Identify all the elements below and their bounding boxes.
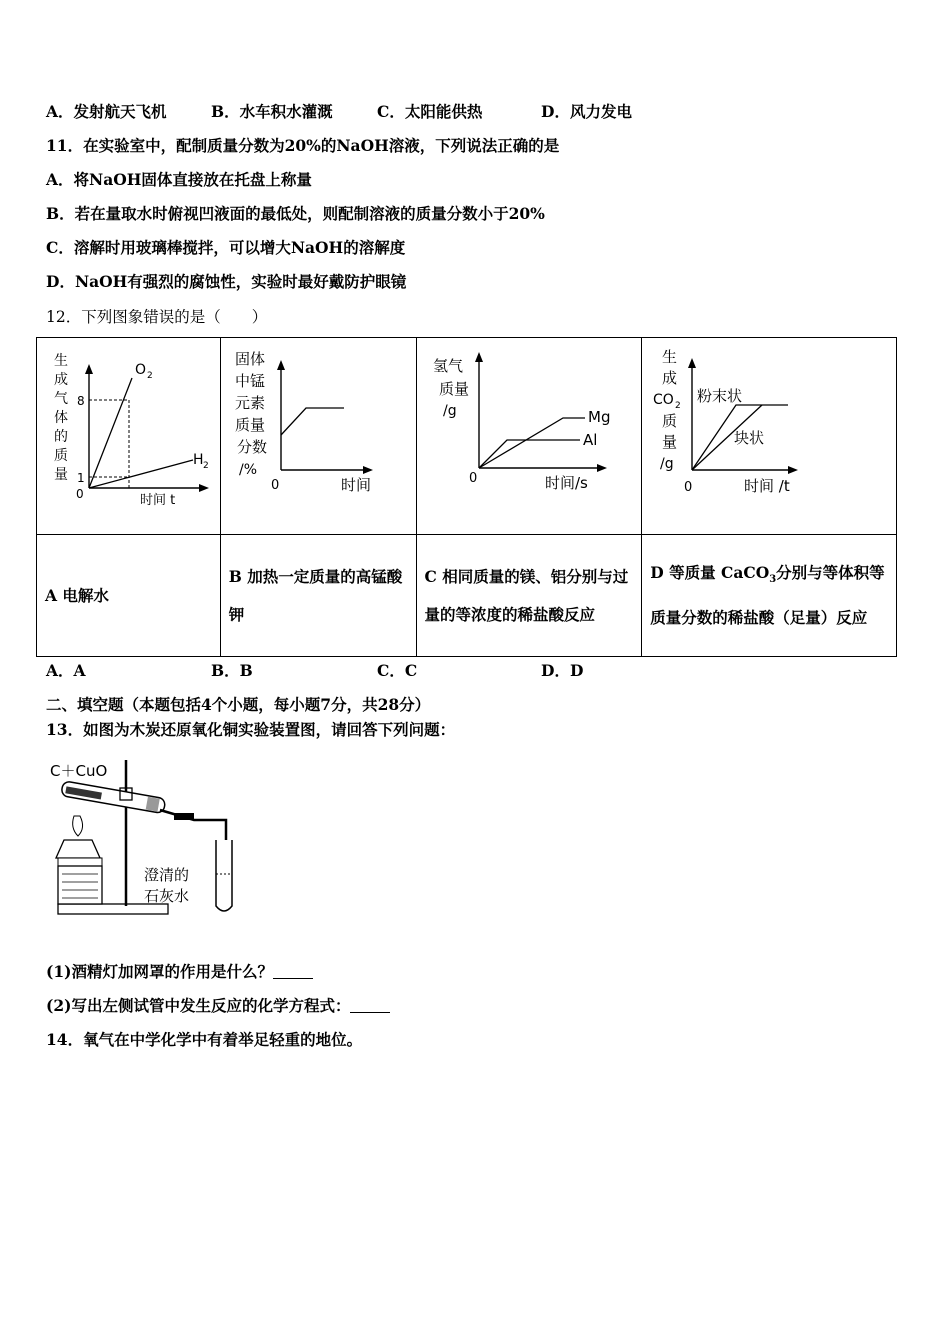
fig-a-x-arrow [199,484,209,492]
fig-d-ylabel-1: 成 [662,369,678,387]
q11-option-a: A．将NaOH固体直接放在托盘上称量 [46,170,312,189]
q13-sub2: (2)写出左侧试管中发生反应的化学方程式： [46,996,390,1016]
section-2-heading: 二、填空题（本题包括4个小题，每小题7分，共28分） [46,695,431,714]
fig-d-ylabel-0: 生 [662,348,678,366]
fig-d-xlabel: 时间 /t [744,477,790,495]
fig-d-ylabel-2: 质 [662,412,678,430]
fig-c-al-line [479,440,580,468]
fig-a-h2-label: H [193,452,204,468]
fig-c-mg-line [479,418,585,468]
fig-c-ylabel-2: /g [442,403,457,419]
figure-c-mg-al [417,338,643,534]
q10-option-d: D．风力发电 [541,102,632,121]
fig-d-powder-label: 粉末状 [697,387,743,405]
figure-d-cell [642,338,897,535]
fig-a-h2-line [89,460,193,488]
fig-c-mg-label: Mg [587,408,610,426]
figure-a-electrolysis [37,338,221,534]
answer-blank-2[interactable] [350,998,390,1013]
caption-b: B 加热一定质量的高锰酸钾 [220,535,416,657]
apparatus-label-limewater-2: 石灰水 [144,887,190,905]
q12-option-c: C．C [377,661,418,680]
fig-b-ylabel-2: 元素 [234,394,265,412]
fig-a-ylabel-6: 量 [54,467,68,483]
figure-b-cell [220,338,416,535]
flame-icon [73,816,83,836]
alcohol-lamp-icon [56,840,100,858]
fig-b-ylabel-0: 固体 [234,350,265,368]
q11-option-b: B．若在量取水时俯视凹液面的最低处，则配制溶液的质量分数小于20% [46,204,545,223]
fig-a-ylabel-2: 气 [54,391,68,407]
fig-c-xlabel: 时间/s [544,474,588,492]
fig-c-origin: 0 [468,471,477,486]
q14-stem: 14．氧气在中学化学中有着举足轻重的地位。 [46,1030,363,1049]
apparatus-label-limewater-1: 澄清的 [144,866,190,884]
fig-a-ylabel-0: 生 [54,353,68,369]
q13-apparatus-figure [44,756,244,926]
fig-a-h2-sub: 2 [203,461,209,471]
answer-blank-1[interactable] [273,964,313,979]
q11-option-c: C．溶解时用玻璃棒搅拌，可以增大NaOH的溶解度 [46,238,406,257]
fig-c-al-label: Al [582,431,597,449]
stand-base-icon [58,904,168,914]
fig-b-x-arrow [363,466,373,474]
fig-a-origin: 0 [76,487,84,501]
figure-b-kmno4 [221,338,417,534]
fig-d-co-label: CO [653,392,675,408]
figure-c-cell [416,338,642,535]
wire-gauze-icon [58,858,102,866]
fig-b-curve [281,408,344,435]
fig-b-ylabel-1: 中锰 [234,372,265,390]
fig-a-o2-label: O [135,362,147,378]
fig-d-block-label: 块状 [734,429,765,447]
q12-figure-table [36,337,897,657]
fig-c-ylabel-0: 氢气 [432,357,463,375]
fig-a-tick-1: 1 [77,471,85,485]
fig-c-x-arrow [597,464,607,472]
fig-d-y-arrow [688,358,696,368]
fig-d-origin: 0 [684,480,693,495]
fig-d-x-arrow [788,466,798,474]
fig-b-origin: 0 [270,478,280,493]
fig-c-ylabel-1: 质量 [438,380,469,398]
q13-sub1: (1)酒精灯加网罩的作用是什么？ [46,962,313,982]
q11-stem: 11．在实验室中，配制质量分数为20%的NaOH溶液，下列说法正确的是 [46,136,560,155]
q11-option-d: D．NaOH有强烈的腐蚀性，实验时最好戴防护眼镜 [46,272,407,291]
q12-stem: 12．下列图象错误的是（ ） [46,308,268,326]
fig-a-ylabel-5: 质 [54,448,68,464]
fig-b-xlabel: 时间 [340,476,371,494]
fig-b-ylabel-4: 分数 [236,438,267,456]
q12-option-a: A．A [46,661,86,680]
fig-b-ylabel-3: 质量 [234,416,265,434]
fig-a-o2-line [89,378,132,488]
fig-c-y-arrow [475,352,483,362]
fig-d-co-sub: 2 [675,401,681,411]
q12-option-d: D．D [541,661,584,680]
q10-option-c: C．太阳能供热 [377,102,483,121]
figure-d-caco3 [642,338,897,534]
fig-a-tick-8: 8 [77,394,85,408]
fig-a-o2-sub: 2 [147,371,153,381]
fig-d-ylabel-4: /g [660,456,674,472]
rubber-tube-icon [174,813,194,820]
caption-c: C 相同质量的镁、铝分别与过量的等浓度的稀盐酸反应 [416,535,642,657]
caption-a: A 电解水 [37,535,221,657]
caption-d: D 等质量 CaCO$_3$分别与等体积等质量分数的稀盐酸（足量）反应 [642,535,897,657]
stopper-icon [146,797,160,812]
q10-option-b: B．水车积水灌溉 [211,102,333,121]
fig-a-xlabel: 时间 t [140,493,176,508]
fig-b-y-arrow [277,360,285,370]
fig-a-ylabel-4: 的 [54,429,68,445]
q12-option-b: B．B [211,661,253,680]
fig-a-ylabel-3: 体 [54,410,68,426]
fig-b-ylabel-5: /% [238,462,257,478]
receiving-test-tube-icon [216,840,232,911]
fig-d-ylabel-3: 量 [662,433,678,451]
figure-a-cell [37,338,221,535]
q10-option-a: A．发射航天飞机 [46,102,167,121]
apparatus-label-c-cuo: C＋CuO [50,762,108,780]
q13-stem: 13．如图为木炭还原氧化铜实验装置图，请回答下列问题： [46,720,456,739]
fig-a-y-arrow [85,364,93,374]
fig-a-ylabel-1: 成 [54,372,68,388]
